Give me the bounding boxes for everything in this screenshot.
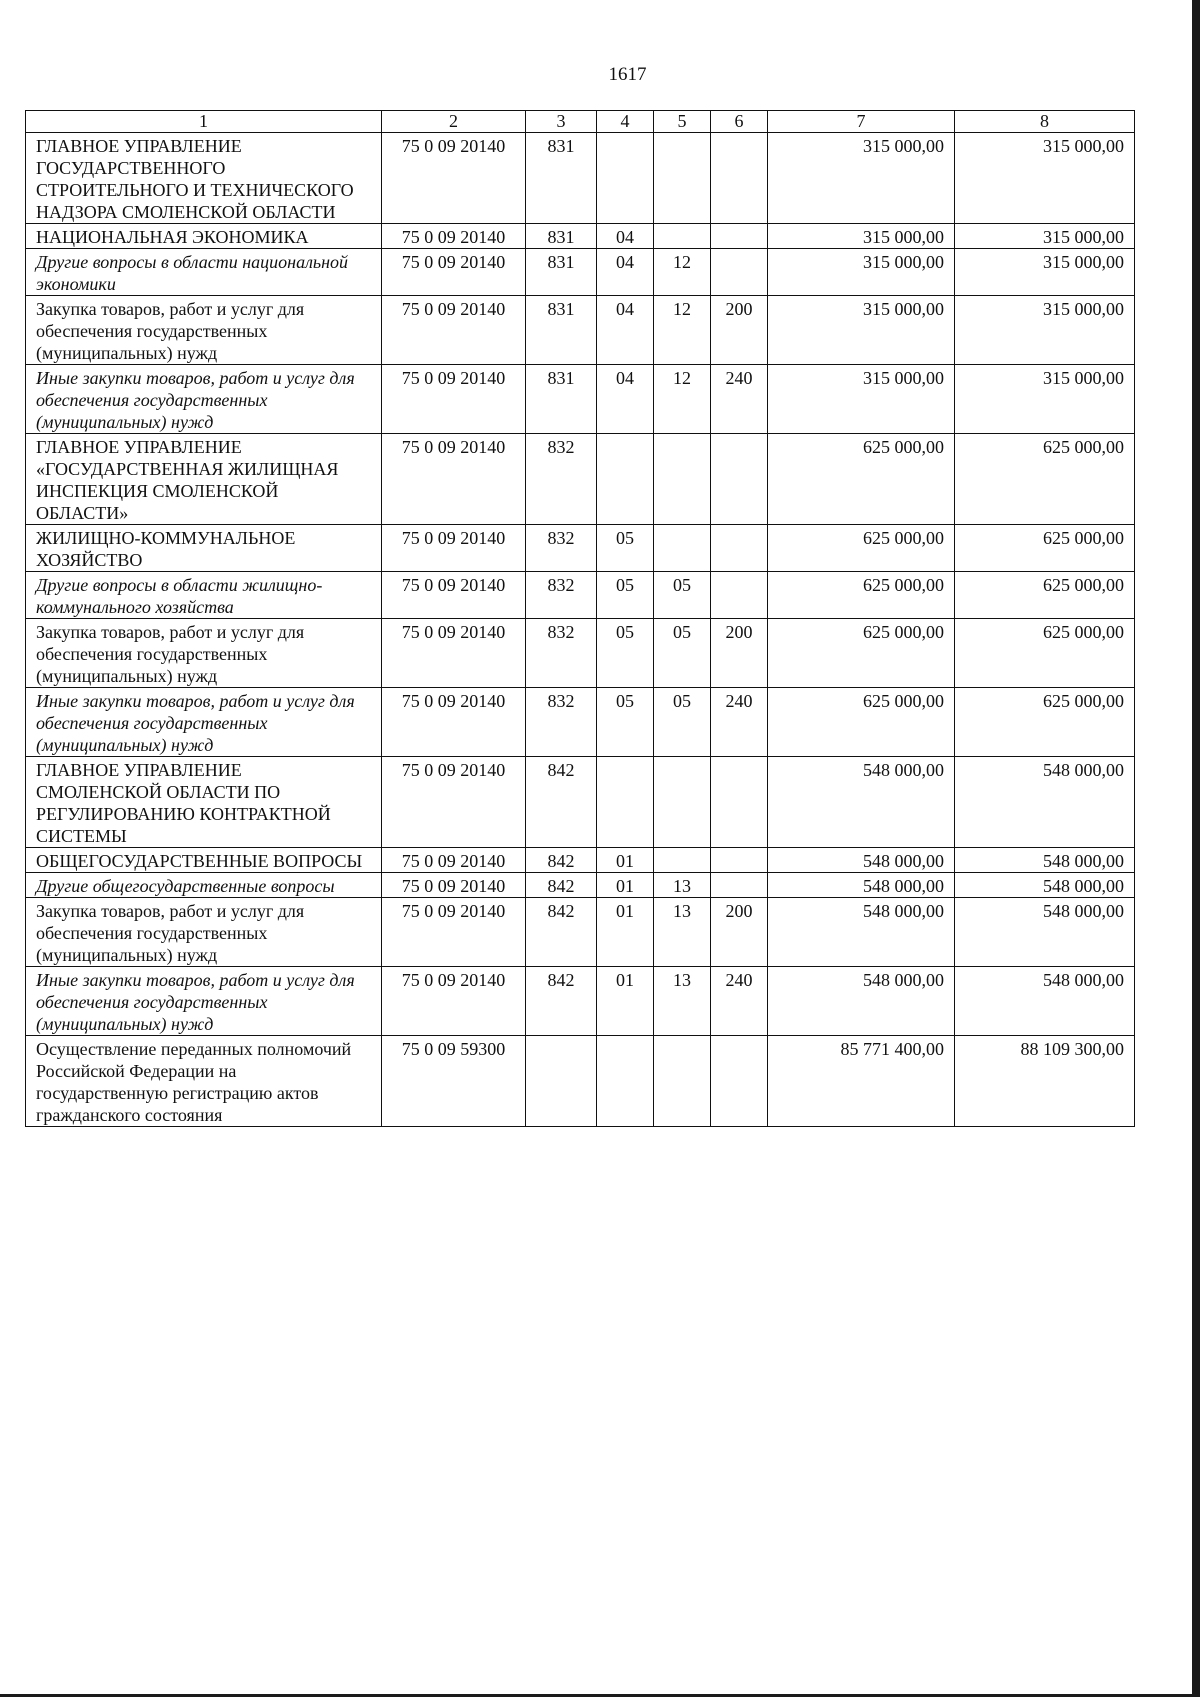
section-code: 01: [597, 967, 654, 1036]
ministry-code: 842: [526, 898, 597, 967]
expense-type-code: [711, 572, 768, 619]
table-row: [26, 365, 1135, 434]
section-code: 04: [597, 224, 654, 249]
amount-year-1: 315 000,00: [768, 133, 955, 224]
row-name: НАЦИОНАЛЬНАЯ ЭКОНОМИКА: [26, 224, 382, 249]
subsection-code: 05: [654, 688, 711, 757]
row-name: ГЛАВНОЕ УПРАВЛЕНИЕ СМОЛЕНСКОЙ ОБЛАСТИ ПО РЕГУЛИРОВАНИЮ КОНТРАКТНОЙ СИСТЕМЫ: [26, 757, 382, 848]
expense-type-code: [711, 525, 768, 572]
column-header: 5: [654, 111, 711, 133]
expense-type-code: [711, 1036, 768, 1127]
target-article-code: 75 0 09 20140: [382, 434, 526, 525]
section-code: 01: [597, 848, 654, 873]
amount-year-2: 548 000,00: [955, 873, 1135, 898]
column-header: 3: [526, 111, 597, 133]
subsection-code: 12: [654, 296, 711, 365]
section-code: 05: [597, 688, 654, 757]
amount-year-2: 548 000,00: [955, 898, 1135, 967]
column-header: 2: [382, 111, 526, 133]
amount-year-1: 625 000,00: [768, 619, 955, 688]
expense-type-code: 200: [711, 619, 768, 688]
table-row: [26, 525, 1135, 572]
column-header: 7: [768, 111, 955, 133]
amount-year-1: 315 000,00: [768, 296, 955, 365]
amount-year-1: 315 000,00: [768, 249, 955, 296]
row-name: Иные закупки товаров, работ и услуг для обеспечения государственных (муниципальных) нужд: [26, 365, 382, 434]
table-row: [26, 572, 1135, 619]
section-code: [597, 757, 654, 848]
expense-type-code: [711, 224, 768, 249]
target-article-code: 75 0 09 20140: [382, 224, 526, 249]
column-header: 1: [26, 111, 382, 133]
subsection-code: [654, 1036, 711, 1127]
row-name: Закупка товаров, работ и услуг для обеспечения государственных (муниципальных) нужд: [26, 296, 382, 365]
row-name: Осуществление переданных полномочий Российской Федерации на государственную регистрацию актов гражданского состояния: [26, 1036, 382, 1127]
expense-type-code: 240: [711, 688, 768, 757]
table-row: [26, 898, 1135, 967]
expense-type-code: [711, 848, 768, 873]
table-row: [26, 848, 1135, 873]
table-row: [26, 757, 1135, 848]
target-article-code: 75 0 09 20140: [382, 688, 526, 757]
target-article-code: 75 0 09 20140: [382, 848, 526, 873]
subsection-code: [654, 133, 711, 224]
column-header: 4: [597, 111, 654, 133]
section-code: [597, 1036, 654, 1127]
table-row: [26, 967, 1135, 1036]
amount-year-1: 625 000,00: [768, 434, 955, 525]
subsection-code: [654, 848, 711, 873]
expense-type-code: [711, 757, 768, 848]
row-name: ЖИЛИЩНО-КОММУНАЛЬНОЕ ХОЗЯЙСТВО: [26, 525, 382, 572]
scan-edge: [1192, 0, 1200, 1697]
amount-year-2: 315 000,00: [955, 296, 1135, 365]
amount-year-1: 548 000,00: [768, 967, 955, 1036]
amount-year-1: 625 000,00: [768, 525, 955, 572]
expense-type-code: 200: [711, 898, 768, 967]
row-name: Иные закупки товаров, работ и услуг для обеспечения государственных (муниципальных) нужд: [26, 688, 382, 757]
section-code: [597, 133, 654, 224]
ministry-code: 831: [526, 365, 597, 434]
amount-year-2: 315 000,00: [955, 224, 1135, 249]
ministry-code: 832: [526, 688, 597, 757]
subsection-code: [654, 525, 711, 572]
subsection-code: [654, 757, 711, 848]
amount-year-2: 315 000,00: [955, 365, 1135, 434]
expense-type-code: 240: [711, 967, 768, 1036]
row-name: Другие общегосударственные вопросы: [26, 873, 382, 898]
ministry-code: 842: [526, 757, 597, 848]
target-article-code: 75 0 09 20140: [382, 133, 526, 224]
amount-year-1: 315 000,00: [768, 365, 955, 434]
table-row: [26, 619, 1135, 688]
budget-table: [25, 110, 1135, 1127]
section-code: 04: [597, 296, 654, 365]
amount-year-2: 315 000,00: [955, 249, 1135, 296]
target-article-code: 75 0 09 59300: [382, 1036, 526, 1127]
target-article-code: 75 0 09 20140: [382, 873, 526, 898]
amount-year-2: 548 000,00: [955, 967, 1135, 1036]
amount-year-2: 625 000,00: [955, 525, 1135, 572]
expense-type-code: [711, 133, 768, 224]
row-name: ГЛАВНОЕ УПРАВЛЕНИЕ «ГОСУДАРСТВЕННАЯ ЖИЛИЩНАЯ ИНСПЕКЦИЯ СМОЛЕНСКОЙ ОБЛАСТИ»: [26, 434, 382, 525]
ministry-code: 832: [526, 619, 597, 688]
amount-year-2: 625 000,00: [955, 434, 1135, 525]
subsection-code: 13: [654, 898, 711, 967]
subsection-code: 05: [654, 619, 711, 688]
subsection-code: 13: [654, 873, 711, 898]
ministry-code: 842: [526, 967, 597, 1036]
table-row: [26, 434, 1135, 525]
row-name: Иные закупки товаров, работ и услуг для обеспечения государственных (муниципальных) нужд: [26, 967, 382, 1036]
subsection-code: [654, 434, 711, 525]
page-number: 1617: [608, 64, 647, 85]
ministry-code: 842: [526, 873, 597, 898]
ministry-code: [526, 1036, 597, 1127]
expense-type-code: 200: [711, 296, 768, 365]
section-code: 05: [597, 525, 654, 572]
ministry-code: 831: [526, 249, 597, 296]
amount-year-1: 548 000,00: [768, 848, 955, 873]
table-row: [26, 296, 1135, 365]
target-article-code: 75 0 09 20140: [382, 249, 526, 296]
target-article-code: 75 0 09 20140: [382, 967, 526, 1036]
ministry-code: 831: [526, 296, 597, 365]
amount-year-1: 548 000,00: [768, 898, 955, 967]
table-row: [26, 873, 1135, 898]
amount-year-1: 625 000,00: [768, 688, 955, 757]
amount-year-1: 548 000,00: [768, 873, 955, 898]
section-code: 01: [597, 873, 654, 898]
target-article-code: 75 0 09 20140: [382, 757, 526, 848]
amount-year-1: 85 771 400,00: [768, 1036, 955, 1127]
subsection-code: 12: [654, 365, 711, 434]
section-code: 05: [597, 619, 654, 688]
amount-year-1: 625 000,00: [768, 572, 955, 619]
row-name: Другие вопросы в области национальной экономики: [26, 249, 382, 296]
amount-year-2: 548 000,00: [955, 757, 1135, 848]
section-code: 04: [597, 249, 654, 296]
subsection-code: [654, 224, 711, 249]
ministry-code: 832: [526, 434, 597, 525]
amount-year-2: 88 109 300,00: [955, 1036, 1135, 1127]
ministry-code: 831: [526, 224, 597, 249]
amount-year-1: 548 000,00: [768, 757, 955, 848]
column-header: 8: [955, 111, 1135, 133]
target-article-code: 75 0 09 20140: [382, 572, 526, 619]
target-article-code: 75 0 09 20140: [382, 525, 526, 572]
amount-year-2: 625 000,00: [955, 688, 1135, 757]
column-header: 6: [711, 111, 768, 133]
target-article-code: 75 0 09 20140: [382, 898, 526, 967]
target-article-code: 75 0 09 20140: [382, 365, 526, 434]
row-name: Другие вопросы в области жилищно-коммунального хозяйства: [26, 572, 382, 619]
section-code: 01: [597, 898, 654, 967]
target-article-code: 75 0 09 20140: [382, 296, 526, 365]
amount-year-2: 625 000,00: [955, 572, 1135, 619]
table-row: [26, 688, 1135, 757]
expense-type-code: [711, 249, 768, 296]
section-code: 04: [597, 365, 654, 434]
target-article-code: 75 0 09 20140: [382, 619, 526, 688]
ministry-code: 842: [526, 848, 597, 873]
amount-year-1: 315 000,00: [768, 224, 955, 249]
subsection-code: 13: [654, 967, 711, 1036]
subsection-code: 12: [654, 249, 711, 296]
subsection-code: 05: [654, 572, 711, 619]
column-number-row: [26, 111, 1135, 133]
table-row: [26, 1036, 1135, 1127]
ministry-code: 832: [526, 572, 597, 619]
table-row: [26, 224, 1135, 249]
expense-type-code: 240: [711, 365, 768, 434]
amount-year-2: 548 000,00: [955, 848, 1135, 873]
table-body: [26, 133, 1135, 1127]
section-code: [597, 434, 654, 525]
row-name: Закупка товаров, работ и услуг для обеспечения государственных (муниципальных) нужд: [26, 619, 382, 688]
amount-year-2: 625 000,00: [955, 619, 1135, 688]
ministry-code: 831: [526, 133, 597, 224]
expense-type-code: [711, 434, 768, 525]
expense-type-code: [711, 873, 768, 898]
row-name: ГЛАВНОЕ УПРАВЛЕНИЕ ГОСУДАРСТВЕННОГО СТРОИТЕЛЬНОГО И ТЕХНИЧЕСКОГО НАДЗОРА СМОЛЕНСКОЙ ОБЛАСТИ: [26, 133, 382, 224]
row-name: Закупка товаров, работ и услуг для обеспечения государственных (муниципальных) нужд: [26, 898, 382, 967]
row-name: ОБЩЕГОСУДАРСТВЕННЫЕ ВОПРОСЫ: [26, 848, 382, 873]
ministry-code: 832: [526, 525, 597, 572]
table-row: [26, 249, 1135, 296]
section-code: 05: [597, 572, 654, 619]
amount-year-2: 315 000,00: [955, 133, 1135, 224]
table-row: [26, 133, 1135, 224]
